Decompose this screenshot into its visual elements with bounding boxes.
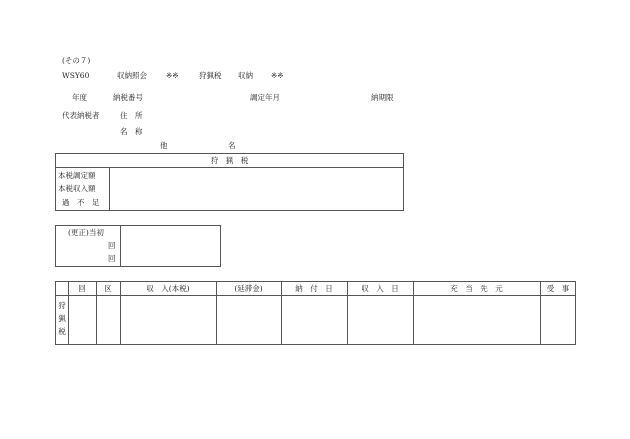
- summary-row-difference: 過 不 足: [62, 198, 100, 207]
- year-label: 年度: [72, 93, 87, 102]
- form-code: WSY60: [62, 71, 90, 80]
- mode-label: 収納: [238, 71, 253, 80]
- tax-name: 狩猟税: [199, 71, 222, 80]
- receipt-side-label: 狩猟税: [58, 301, 66, 336]
- column-header-payment-date: 納 付 日: [295, 284, 333, 293]
- correction-row-initial: (更正)当初: [68, 228, 104, 237]
- tax-number-label: 納税番号: [113, 93, 143, 102]
- screen-name: 収納照会: [117, 71, 147, 80]
- column-header-receipt-date: 収 入 日: [361, 284, 399, 293]
- due-date-label: 納期限: [371, 93, 394, 102]
- column-header-category: 区: [104, 284, 112, 293]
- column-header-count: 回: [78, 284, 86, 293]
- representative-taxpayer-label: 代表納税者: [62, 111, 100, 120]
- others-label: 他: [160, 141, 168, 150]
- column-header-late-fee: (延滞金): [234, 284, 263, 293]
- summary-row-assessed: 本税調定額: [58, 171, 96, 180]
- correction-row-second: 回: [108, 241, 116, 250]
- column-header-principal-income: 収 入(本税): [146, 284, 190, 293]
- others-count-label: 名: [228, 141, 236, 150]
- page-label: (その７): [62, 56, 91, 65]
- correction-row-third: 回: [108, 254, 116, 263]
- address-label: 住 所: [120, 111, 143, 120]
- column-header-receipt-matter: 受 事: [546, 284, 570, 293]
- summary-row-received: 本税収入額: [58, 184, 96, 193]
- mark-left: ※※: [166, 71, 179, 80]
- column-header-allocation: 充 当 先 元: [450, 284, 503, 293]
- assessment-date-label: 調定年月: [250, 93, 280, 102]
- summary-title: 狩 猟 税: [210, 156, 249, 165]
- mark-right: ※※: [271, 71, 284, 80]
- name-label: 名 称: [120, 127, 143, 136]
